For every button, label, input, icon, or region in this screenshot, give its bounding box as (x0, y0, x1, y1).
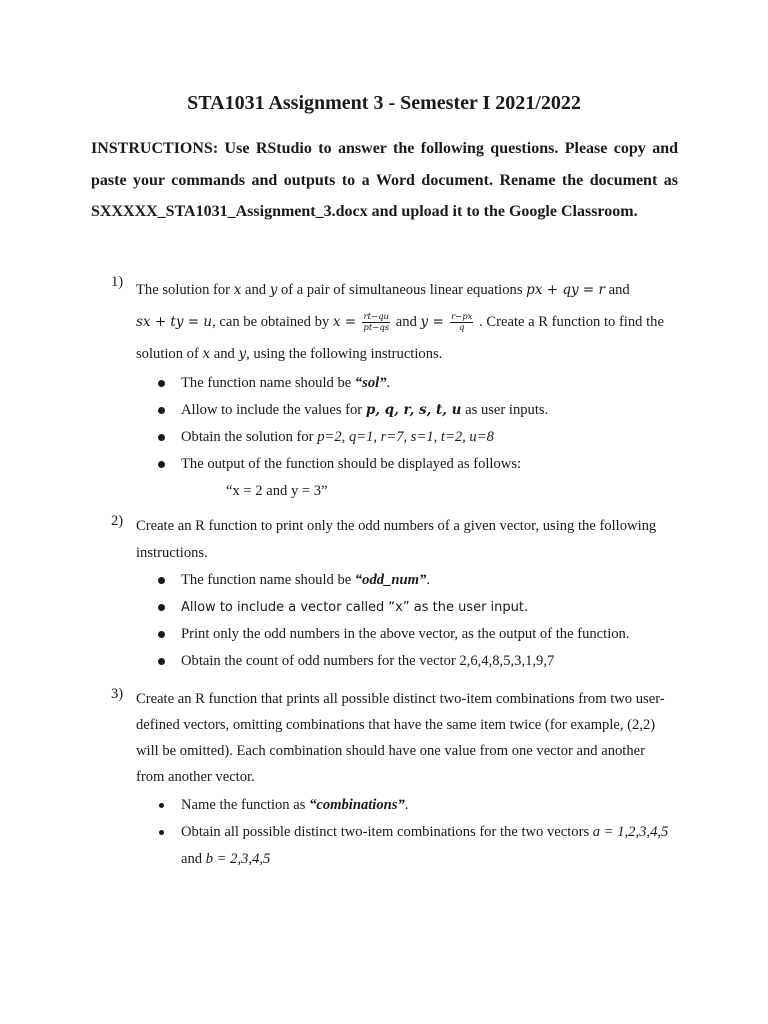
bullet-icon (158, 407, 165, 414)
bullet-icon (158, 631, 165, 638)
question-3-line-3: will be omitted). Each combination should have one value from one vector and another (136, 743, 645, 759)
question-1-line-2: sx + ty = u, can be obtained by x = $\frac{rt-qu}{pt-qs}$ and y = $\frac{r-px}{q}$ . Create a R function to find the (136, 312, 664, 334)
fraction-x: $\frac{rt-qu}{pt-qs}$ (363, 312, 390, 334)
question-3-line-2: defined vectors, omitting combinations that have the same item twice (for example, (2,2) (136, 717, 656, 733)
expected-output: “x = 2 and y = 3” (226, 483, 328, 499)
question-2 (111, 513, 679, 675)
bullet-icon (158, 461, 165, 468)
question-number: 1) (111, 274, 124, 290)
list-item: Obtain all possible distinct two-item combinations for the two vectors a = 1,2,3,4,5 and b = 2,3,4,5 (136, 819, 679, 873)
question-2-bullets (136, 567, 679, 675)
bullet-icon (158, 604, 165, 611)
bullet-icon (159, 803, 164, 808)
bullet-icon (158, 380, 165, 387)
list-item: Print only the odd numbers in the above vector, as the output of the function. (136, 621, 679, 648)
list-item: The function name should be “odd_num”. (136, 567, 679, 594)
page-title: STA1031 Assignment 3 - Semester I 2021/2022 (187, 92, 581, 114)
question-3-line-1: Create an R function that prints all possible distinct two-item combinations from two user- (136, 691, 665, 707)
question-2-line-1: Create an R function to print only the odd numbers of a given vector, using the following (136, 518, 657, 534)
question-1-line-3: solution of x and y, using the following instructions. (136, 346, 443, 362)
list-item: Allow to include the values for p, q, r, s, t, u as user inputs. (136, 397, 679, 424)
list-item: Allow to include a vector called “x” as the user input. (136, 594, 679, 621)
question-2-line-2: instructions. (136, 545, 208, 561)
bullet-icon (158, 577, 165, 584)
question-number: 2) (111, 513, 124, 529)
question-1 (111, 274, 679, 505)
bullet-icon (158, 434, 165, 441)
question-1-bullets (136, 370, 679, 478)
question-1-line-1: The solution for x and y of a pair of simultaneous linear equations px + qy = r and (136, 282, 630, 298)
instructions: INSTRUCTIONS: Use RStudio to answer the following questions. Please copy and paste your commands and outputs to a Word document. Rename the document as SXXXXX_STA1031_Assignment_3.docx and upload it to the Google Classroom. (91, 140, 678, 220)
list-item: Obtain the count of odd numbers for the vector 2,6,4,8,5,3,1,9,7 (136, 648, 679, 675)
equation-2: sx + ty = u (136, 314, 213, 330)
equation-1: px + qy = r (526, 282, 605, 298)
question-3 (111, 686, 679, 873)
bullet-icon (159, 830, 164, 835)
list-item: The output of the function should be displayed as follows: (136, 451, 679, 478)
question-3-line-4: from another vector. (136, 769, 255, 785)
bullet-icon (158, 658, 165, 665)
list-item: The function name should be “sol”. (136, 370, 679, 397)
fraction-y: $\frac{r-px}{q}$ (451, 312, 473, 334)
list-item: Name the function as “combinations”. (136, 792, 679, 819)
question-3-bullets (136, 792, 679, 873)
question-number: 3) (111, 686, 124, 702)
list-item: Obtain the solution for p=2, q=1, r=7, s=1, t=2, u=8 (136, 424, 679, 451)
